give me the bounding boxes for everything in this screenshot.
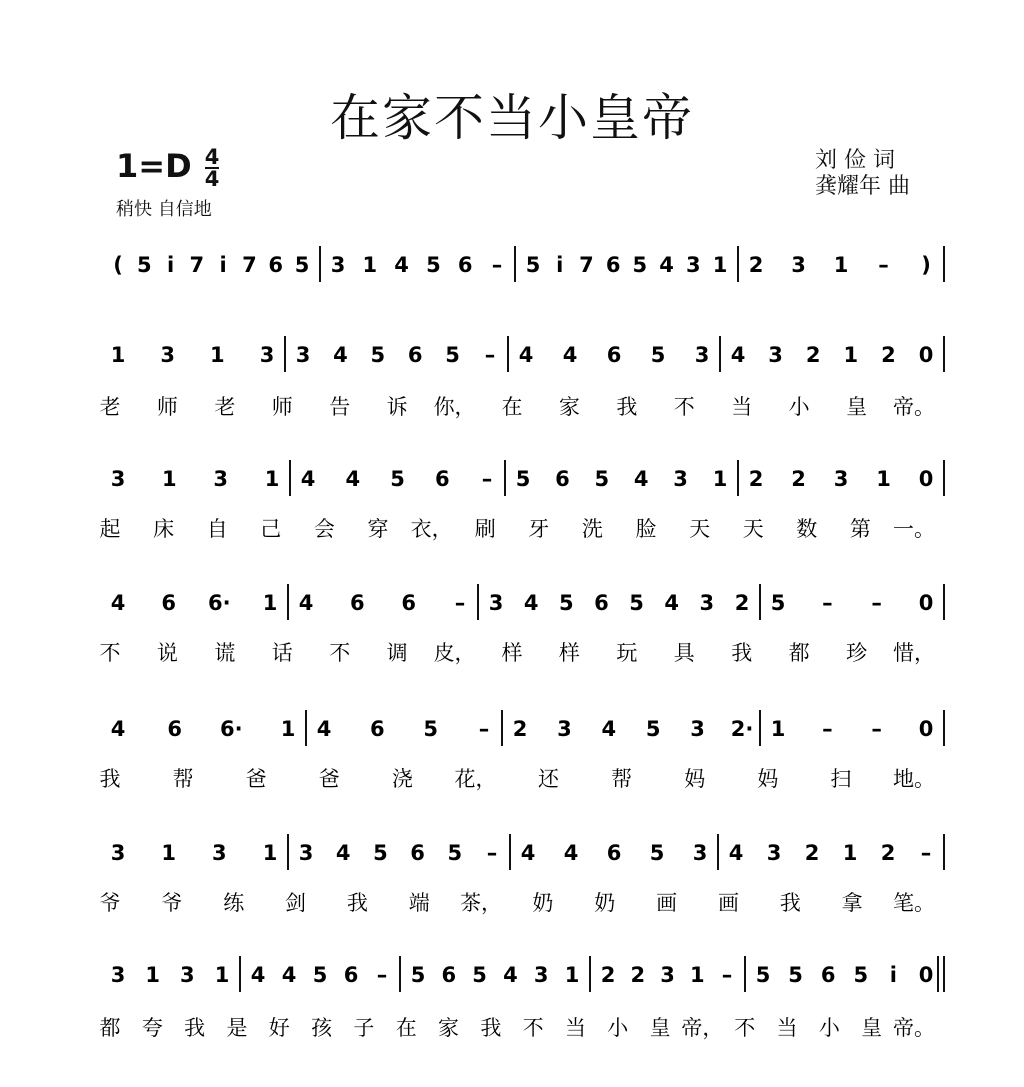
note-line4-bar4-4: 0 [918, 717, 934, 741]
note-intro-bar1-5: i [219, 253, 227, 277]
lyric-line6-14: 皇 [649, 1016, 671, 1040]
tempo-marking: 稍快 自信地 [116, 199, 212, 220]
note-line3-bar4-1: 5 [770, 591, 786, 615]
note-line2-bar2-2: 4 [345, 467, 361, 491]
lyric-line5-14: 笔。 [893, 891, 935, 915]
time-signature-bottom: 4 [204, 167, 220, 191]
note-intro-bar2-2: 1 [362, 253, 378, 277]
lyric-line1-4: 师 [271, 395, 293, 419]
note-line1-bar3-2: 4 [562, 343, 578, 367]
note-line1-bar2-2: 4 [333, 343, 348, 367]
lyric-line2-16: 一。 [893, 517, 935, 541]
note-intro-bar1-2: 5 [136, 253, 152, 277]
note-line1-bar2-6: – [484, 343, 496, 367]
lyric-line6-17: 当 [776, 1016, 798, 1040]
note-line1-bar1-1: 1 [110, 343, 126, 367]
note-line3-bar2-4: – [454, 591, 466, 615]
note-line5-bar3-3: 6 [606, 841, 622, 865]
lyric-line4-7: 还 [538, 767, 560, 791]
lyric-line4-2: 帮 [172, 767, 194, 791]
note-line5-bar2-5: 5 [447, 841, 463, 865]
note-line5-bar3-4: 5 [649, 841, 665, 865]
lyric-line4-4: 爸 [318, 767, 340, 791]
lyric-line4-9: 妈 [684, 767, 706, 791]
lyric-line4-5: 浇 [391, 767, 413, 791]
lyric-line6-15: 帝， [681, 1016, 724, 1040]
lyric-line4-8: 帮 [611, 767, 633, 791]
note-line6-bar5-3: 6 [820, 963, 836, 987]
note-line1-bar3-5: 3 [694, 343, 710, 367]
lyric-line1-15: 帝。 [893, 395, 935, 419]
lyric-line3-9: 样 [558, 641, 580, 665]
note-line1-bar4-6: 0 [918, 343, 934, 367]
lyric-line3-4: 话 [271, 641, 293, 665]
lyric-line2-10: 洗 [581, 517, 603, 541]
note-line1-bar3-4: 5 [650, 343, 666, 367]
note-line2-bar1-3: 3 [213, 467, 228, 491]
lyric-line1-9: 家 [558, 395, 580, 419]
lyric-line6-16: 不 [734, 1016, 756, 1040]
note-line6-bar4-3: 3 [660, 963, 675, 987]
note-intro-bar4-1: 2 [748, 253, 764, 277]
lyric-line6-10: 我 [480, 1016, 502, 1040]
lyric-line1-8: 在 [501, 395, 523, 419]
note-line3-bar3-5: 5 [629, 591, 644, 615]
note-line1-bar3-3: 6 [606, 343, 622, 367]
lyric-line6-6: 孩 [311, 1016, 333, 1040]
note-line1-bar2-5: 5 [445, 343, 460, 367]
lyric-line1-10: 我 [616, 395, 638, 419]
lyric-line2-2: 床 [153, 517, 175, 541]
lyric-line2-1: 起 [99, 517, 121, 541]
lyric-line3-6: 调 [386, 641, 408, 665]
note-line5-bar1-3: 3 [212, 841, 227, 865]
note-line2-bar4-1: 2 [748, 467, 764, 491]
lyric-line5-7: 茶， [460, 891, 503, 915]
note-line2-bar2-1: 4 [300, 467, 316, 491]
note-line2-bar2-3: 5 [390, 467, 405, 491]
composer: 龚耀年 曲 [815, 174, 910, 199]
note-line2-bar2-4: 6 [434, 467, 450, 491]
note-line1-bar1-3: 1 [210, 343, 225, 367]
lyric-line2-12: 天 [689, 517, 711, 541]
note-line3-bar4-4: 0 [918, 591, 934, 615]
note-line5-bar2-6: – [486, 841, 498, 865]
note-line3-bar1-3: 6· [208, 591, 231, 615]
note-intro-bar1-1: ( [113, 253, 123, 277]
note-line2-bar4-3: 3 [833, 467, 849, 491]
lyric-line2-3: 自 [206, 517, 228, 541]
note-line1-bar4-1: 4 [730, 343, 746, 367]
lyric-line6-18: 小 [818, 1016, 840, 1040]
note-line6-bar5-4: 5 [853, 963, 869, 987]
lyric-line5-12: 我 [779, 891, 801, 915]
note-line3-bar1-1: 4 [110, 591, 126, 615]
lyric-line2-11: 脸 [635, 517, 657, 541]
note-intro-bar2-5: 6 [457, 253, 473, 277]
note-line6-bar5-5: i [889, 963, 898, 987]
lyric-line6-3: 我 [184, 1016, 206, 1040]
lyric-line3-2: 说 [156, 641, 178, 665]
note-line6-bar4-2: 2 [630, 963, 646, 987]
note-intro-bar1-7: 6 [268, 253, 284, 277]
note-line6-bar3-5: 3 [533, 963, 549, 987]
note-line1-bar3-1: 4 [518, 343, 534, 367]
note-line5-bar4-1: 4 [728, 841, 744, 865]
note-line6-bar2-4: 6 [343, 963, 359, 987]
lyric-line6-13: 小 [607, 1016, 629, 1040]
note-line5-bar3-1: 4 [520, 841, 536, 865]
lyric-line5-8: 奶 [532, 891, 554, 915]
note-line5-bar2-4: 6 [410, 841, 425, 865]
lyric-line6-9: 家 [438, 1016, 460, 1040]
note-intro-bar3-4: 6 [605, 253, 621, 277]
lyric-line6-8: 在 [395, 1016, 417, 1040]
note-intro-bar1-4: 7 [189, 253, 205, 277]
note-line5-bar4-6: – [920, 841, 932, 865]
lyric-line3-14: 珍 [846, 641, 868, 665]
note-intro-bar3-2: i [556, 253, 564, 277]
lyric-line3-11: 具 [673, 641, 695, 665]
note-intro-bar3-7: 3 [685, 253, 701, 277]
lyric-line2-7: 衣， [410, 517, 453, 541]
key-label: 1=D [116, 147, 192, 185]
note-line4-bar4-2: – [822, 717, 833, 741]
note-intro-bar4-3: 1 [833, 253, 849, 277]
note-line3-bar2-3: 6 [401, 591, 416, 615]
note-line6-bar1-4: 1 [214, 963, 230, 987]
note-line1-bar2-4: 6 [407, 343, 423, 367]
note-line3-bar2-1: 4 [298, 591, 314, 615]
lyric-line3-10: 玩 [616, 641, 638, 665]
note-line2-bar3-2: 6 [555, 467, 570, 491]
note-intro-bar2-6: – [491, 253, 503, 277]
lyric-line6-20: 帝。 [893, 1016, 935, 1040]
note-intro-bar1-3: i [166, 253, 175, 277]
note-line1-bar4-5: 2 [881, 343, 896, 367]
note-intro-bar3-6: 4 [659, 253, 674, 277]
lyric-line5-10: 画 [656, 891, 678, 915]
note-line3-bar3-7: 3 [699, 591, 715, 615]
note-line6-bar2-3: 5 [312, 963, 328, 987]
note-line3-bar3-4: 6 [594, 591, 609, 615]
lyric-line1-14: 皇 [846, 395, 868, 419]
lyric-line4-12: 地。 [893, 767, 935, 791]
lyric-line6-4: 是 [226, 1016, 248, 1040]
lyric-line4-11: 扫 [830, 767, 852, 791]
note-line4-bar3-5: 3 [690, 717, 705, 741]
note-line5-bar4-5: 2 [880, 841, 896, 865]
note-line1-bar1-2: 3 [160, 343, 175, 367]
note-line2-bar3-4: 4 [633, 467, 649, 491]
note-line6-bar3-4: 4 [503, 963, 518, 987]
note-line2-bar3-6: 1 [712, 467, 728, 491]
lyric-line6-7: 子 [353, 1016, 375, 1040]
note-line3-bar1-2: 6 [161, 591, 176, 615]
lyric-line3-13: 都 [788, 641, 810, 665]
note-line2-bar4-5: 0 [918, 467, 934, 491]
note-intro-bar1-6: 7 [242, 253, 257, 277]
lyric-line6-19: 皇 [861, 1016, 883, 1040]
lyric-line4-6: 花， [454, 767, 497, 791]
lyric-line5-13: 拿 [841, 891, 863, 915]
note-line2-bar2-5: – [481, 467, 493, 491]
note-line6-bar1-3: 3 [180, 963, 195, 987]
note-line5-bar3-2: 4 [563, 841, 579, 865]
note-line6-bar3-6: 1 [564, 963, 580, 987]
lyric-line2-15: 第 [849, 517, 871, 541]
lyric-line1-7: 你， [433, 395, 476, 419]
lyric-line1-11: 不 [673, 395, 695, 419]
lyric-line2-6: 穿 [367, 517, 389, 541]
lyric-line1-5: 告 [329, 395, 351, 419]
lyric-line6-12: 当 [564, 1016, 586, 1040]
lyric-line4-1: 我 [99, 767, 121, 791]
lyricist: 刘 俭 词 [815, 148, 895, 173]
lyric-line1-1: 老 [99, 395, 121, 419]
note-line6-bar5-2: 5 [788, 963, 803, 987]
note-intro-bar4-4: – [878, 253, 889, 277]
lyric-line1-13: 小 [788, 395, 810, 419]
note-line6-bar2-5: – [376, 963, 388, 987]
note-line3-bar3-8: 2 [734, 591, 750, 615]
note-line1-bar4-2: 3 [768, 343, 783, 367]
lyric-line2-8: 刷 [474, 517, 496, 541]
note-line1-bar1-4: 3 [259, 343, 275, 367]
note-intro-bar2-1: 3 [330, 253, 346, 277]
lyric-line2-9: 牙 [528, 517, 550, 541]
note-intro-bar4-2: 3 [791, 253, 806, 277]
lyric-line5-11: 画 [717, 891, 739, 915]
lyric-line6-2: 夸 [141, 1016, 163, 1040]
note-line4-bar3-6: 2· [730, 717, 754, 741]
lyric-line1-3: 老 [214, 395, 236, 419]
note-line4-bar2-2: 6 [370, 717, 385, 741]
note-line2-bar4-2: 2 [791, 467, 806, 491]
note-line5-bar1-4: 1 [262, 841, 278, 865]
note-intro-bar3-3: 7 [579, 253, 594, 277]
lyric-line5-1: 爷 [99, 891, 121, 915]
lyric-line3-1: 不 [99, 641, 121, 665]
note-line4-bar4-1: 1 [770, 717, 786, 741]
note-line3-bar3-1: 3 [488, 591, 504, 615]
lyric-line1-2: 师 [156, 395, 178, 419]
lyric-line6-5: 好 [268, 1016, 290, 1040]
note-line4-bar2-1: 4 [316, 717, 332, 741]
lyric-line2-14: 数 [796, 517, 818, 541]
lyric-line3-15: 惜， [893, 641, 935, 665]
note-line4-bar1-3: 6· [220, 717, 243, 741]
note-line4-bar3-1: 2 [512, 717, 528, 741]
lyric-line5-5: 我 [346, 891, 368, 915]
note-line6-bar3-2: 6 [441, 963, 457, 987]
note-line4-bar1-2: 6 [167, 717, 182, 741]
lyric-line6-11: 不 [522, 1016, 544, 1040]
lyric-line1-12: 当 [731, 395, 753, 419]
lyric-line6-1: 都 [99, 1016, 121, 1040]
lyric-line5-6: 端 [408, 891, 430, 915]
note-line4-bar1-1: 4 [110, 717, 126, 741]
note-line2-bar3-3: 5 [594, 467, 610, 491]
note-line3-bar3-2: 4 [523, 591, 539, 615]
note-line6-bar2-2: 4 [281, 963, 297, 987]
lyric-line3-7: 皮， [433, 641, 476, 665]
note-line5-bar1-2: 1 [161, 841, 176, 865]
lyric-line2-5: 会 [313, 517, 335, 541]
note-line3-bar4-3: – [871, 591, 882, 615]
lyric-line5-2: 爷 [161, 891, 183, 915]
lyric-line4-3: 爸 [245, 767, 267, 791]
note-line5-bar3-5: 3 [692, 841, 708, 865]
note-line3-bar3-3: 5 [558, 591, 574, 615]
note-line6-bar4-1: 2 [600, 963, 616, 987]
note-line3-bar3-6: 4 [664, 591, 680, 615]
note-line1-bar2-3: 5 [370, 343, 386, 367]
lyric-line3-3: 谎 [214, 641, 236, 665]
note-line2-bar4-4: 1 [876, 467, 891, 491]
note-line5-bar1-1: 3 [110, 841, 126, 865]
note-line4-bar3-4: 5 [645, 717, 661, 741]
note-line5-bar4-4: 1 [842, 841, 858, 865]
note-line5-bar2-3: 5 [373, 841, 388, 865]
lyric-line3-8: 样 [501, 641, 523, 665]
note-intro-bar1-8: 5 [294, 253, 310, 277]
note-line6-bar5-6: 0 [918, 963, 934, 987]
note-line3-bar4-2: – [822, 591, 833, 615]
lyric-line1-6: 诉 [386, 395, 408, 419]
note-intro-bar3-1: 5 [525, 253, 541, 277]
note-line5-bar2-1: 3 [298, 841, 314, 865]
note-line4-bar4-3: – [871, 717, 882, 741]
lyric-line5-9: 奶 [594, 891, 616, 915]
note-intro-bar4-5: ) [921, 253, 931, 277]
note-intro-bar2-4: 5 [426, 253, 441, 277]
note-line6-bar2-1: 4 [250, 963, 266, 987]
lyric-line3-5: 不 [329, 641, 351, 665]
note-line2-bar3-1: 5 [515, 467, 531, 491]
note-line2-bar1-4: 1 [264, 467, 280, 491]
lyric-line5-4: 剑 [285, 891, 307, 915]
lyric-line4-10: 妈 [757, 767, 779, 791]
note-line4-bar3-3: 4 [601, 717, 617, 741]
song-title: 在家不当小皇帝 [330, 89, 694, 147]
note-line4-bar2-3: 5 [423, 717, 438, 741]
note-line2-bar1-1: 3 [110, 467, 126, 491]
note-line1-bar4-4: 1 [843, 343, 859, 367]
lyric-line2-13: 天 [742, 517, 764, 541]
note-intro-bar2-3: 4 [394, 253, 409, 277]
note-line6-bar4-4: 1 [689, 963, 705, 987]
lyric-line2-4: 己 [260, 517, 282, 541]
note-intro-bar3-8: 1 [712, 253, 728, 277]
note-line5-bar4-3: 2 [804, 841, 820, 865]
note-line4-bar2-4: – [478, 717, 490, 741]
note-line4-bar3-2: 3 [557, 717, 572, 741]
note-line1-bar2-1: 3 [295, 343, 311, 367]
lyric-line5-3: 练 [223, 891, 245, 915]
note-line3-bar2-2: 6 [350, 591, 365, 615]
note-line4-bar1-4: 1 [280, 717, 296, 741]
lyric-line3-12: 我 [731, 641, 753, 665]
note-line2-bar3-5: 3 [673, 467, 688, 491]
note-line6-bar3-1: 5 [410, 963, 426, 987]
note-line6-bar5-1: 5 [755, 963, 771, 987]
note-intro-bar3-5: 5 [632, 253, 648, 277]
note-line3-bar1-4: 1 [262, 591, 278, 615]
note-line6-bar1-2: 1 [145, 963, 160, 987]
note-line6-bar4-5: – [721, 963, 733, 987]
note-line5-bar2-2: 4 [335, 841, 351, 865]
note-line6-bar1-1: 3 [110, 963, 126, 987]
note-line2-bar1-2: 1 [162, 467, 177, 491]
note-line5-bar4-2: 3 [766, 841, 782, 865]
time-signature-top: 4 [204, 145, 220, 169]
note-line1-bar4-3: 2 [805, 343, 821, 367]
note-line6-bar3-3: 5 [472, 963, 487, 987]
